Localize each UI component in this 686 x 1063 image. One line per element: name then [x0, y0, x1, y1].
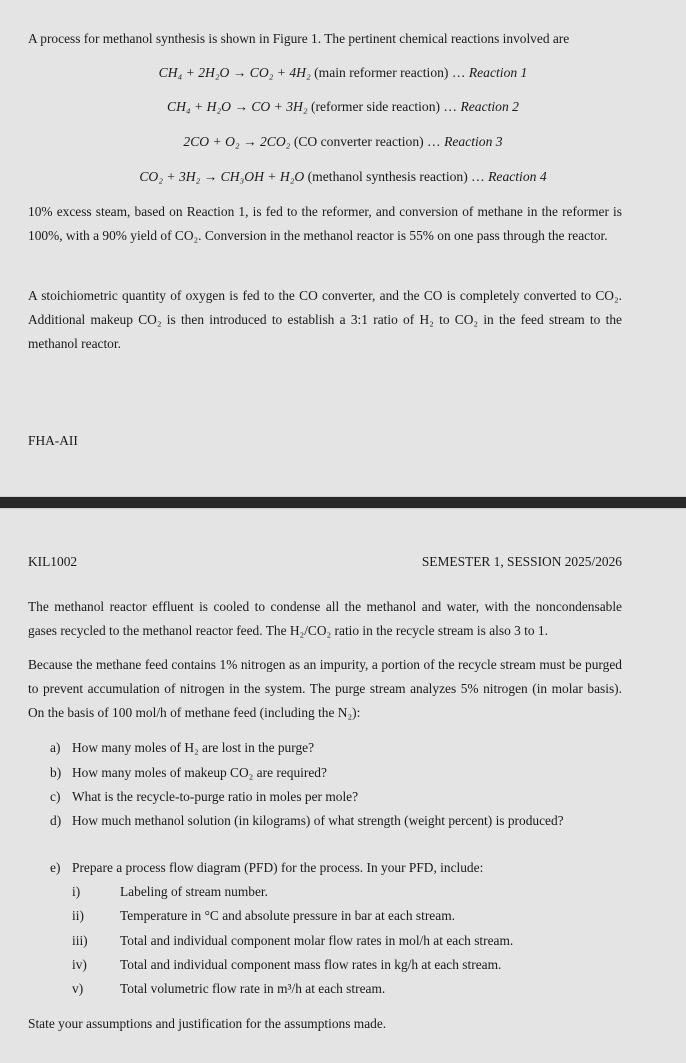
question-d [50, 811, 564, 831]
question-text: How much methanol solution (in kilograms) of what strength (weight percent) is produced? [72, 813, 564, 828]
reaction-label: Reaction 4 [488, 169, 547, 184]
question-text: What is the recycle-to-purge ratio in moles per mole? [72, 789, 359, 804]
paragraph-effluent: The methanol reactor effluent is cooled to condense all the methanol and water, with the noncondensable gases recycled to the methanol reactor feed. The H₂/CO₂ ratio in the recycle stream is also 3 to 1. [28, 599, 622, 638]
closing-instruction: State your assumptions and justification for the assumptions made. [28, 1016, 387, 1031]
question-key: c) [50, 789, 61, 804]
course-code: KIL1002 [28, 554, 78, 569]
subitem-text: Labeling of stream number. [120, 884, 268, 899]
page-header [28, 552, 622, 572]
question-key: b) [50, 765, 62, 780]
reaction-3 [0, 132, 686, 152]
subitem-key: i) [72, 884, 81, 899]
question-key: d) [50, 813, 62, 828]
subitem-key: iv) [72, 957, 87, 972]
intro-text: A process for methanol synthesis is shown in Figure 1. The pertinent chemical reactions involved are [28, 31, 570, 46]
reaction-1 [0, 63, 686, 83]
question-key: a) [50, 740, 61, 755]
reaction-label: Reaction 3 [444, 134, 503, 149]
question-text: How many moles of H₂ are lost in the purge? [72, 740, 315, 755]
page-divider [0, 496, 686, 509]
question-e [50, 858, 483, 878]
question-a [50, 738, 314, 758]
reaction-description: (main reformer reaction) … [314, 65, 469, 80]
subitem-iv [72, 955, 501, 975]
subitem-i [72, 882, 268, 902]
reaction-description: (methanol synthesis reaction) … [307, 169, 489, 184]
reaction-description: (reformer side reaction) … [310, 99, 461, 114]
subitem-v [72, 979, 385, 999]
subitem-key: ii) [72, 908, 84, 923]
subitem-text: Total and individual component mass flow rates in kg/h at each stream. [120, 957, 502, 972]
reaction-2 [0, 97, 686, 117]
subitem-key: iii) [72, 933, 88, 948]
subitem-ii [72, 906, 455, 926]
subitem-text: Temperature in °C and absolute pressure in bar at each stream. [120, 908, 455, 923]
question-text: How many moles of makeup CO₂ are required? [72, 765, 327, 780]
reaction-equation: 2CO + O₂ → 2CO₂ [183, 134, 291, 149]
reaction-description: (CO converter reaction) … [293, 134, 445, 149]
reaction-equation: CH₄ + H₂O → CO + 3H₂ [167, 99, 308, 114]
page-footer: FHA-AII [28, 433, 78, 448]
subitem-text: Total and individual component molar flow rates in mol/h at each stream. [120, 933, 514, 948]
question-key: e) [50, 860, 61, 875]
subitem-key: v) [72, 981, 84, 996]
paragraph-conditions: 10% excess steam, based on Reaction 1, is fed to the reformer, and conversion of methane in the reformer is 100%, with a 90% yield of CO₂. Conversion in the methanol reactor is 55% on one pass through the reactor. [28, 204, 622, 243]
reaction-label: Reaction 1 [468, 65, 528, 80]
reaction-equation: CH₄ + 2H₂O → CO₂ + 4H₂ [158, 65, 311, 80]
paragraph-purge: Because the methane feed contains 1% nitrogen as an impurity, a portion of the recycle stream must be purged to prevent accumulation of nitrogen in the system. The purge stream analyzes 5% nitrogen (in molar basis). On the basis of 100 mol/h of methane feed (including the N₂): [28, 657, 622, 720]
subitem-text: Total volumetric flow rate in m³/h at each stream. [120, 981, 386, 996]
subitem-iii [72, 931, 513, 951]
question-c [50, 787, 358, 807]
reaction-equation: CO₂ + 3H₂ → CH₃OH + H₂O [139, 169, 305, 184]
reaction-4 [0, 167, 686, 187]
semester-label: SEMESTER 1, SESSION 2025/2026 [421, 554, 622, 569]
question-text: Prepare a process flow diagram (PFD) for the process. In your PFD, include: [72, 860, 484, 875]
question-b [50, 763, 327, 783]
reaction-label: Reaction 2 [460, 99, 519, 114]
paragraph-converter: A stoichiometric quantity of oxygen is fed to the CO converter, and the CO is completely converted to CO₂. Additional makeup CO₂ is then introduced to establish a 3:1 ratio of H₂ to CO₂ in the feed stream to the methanol reactor. [28, 288, 622, 351]
